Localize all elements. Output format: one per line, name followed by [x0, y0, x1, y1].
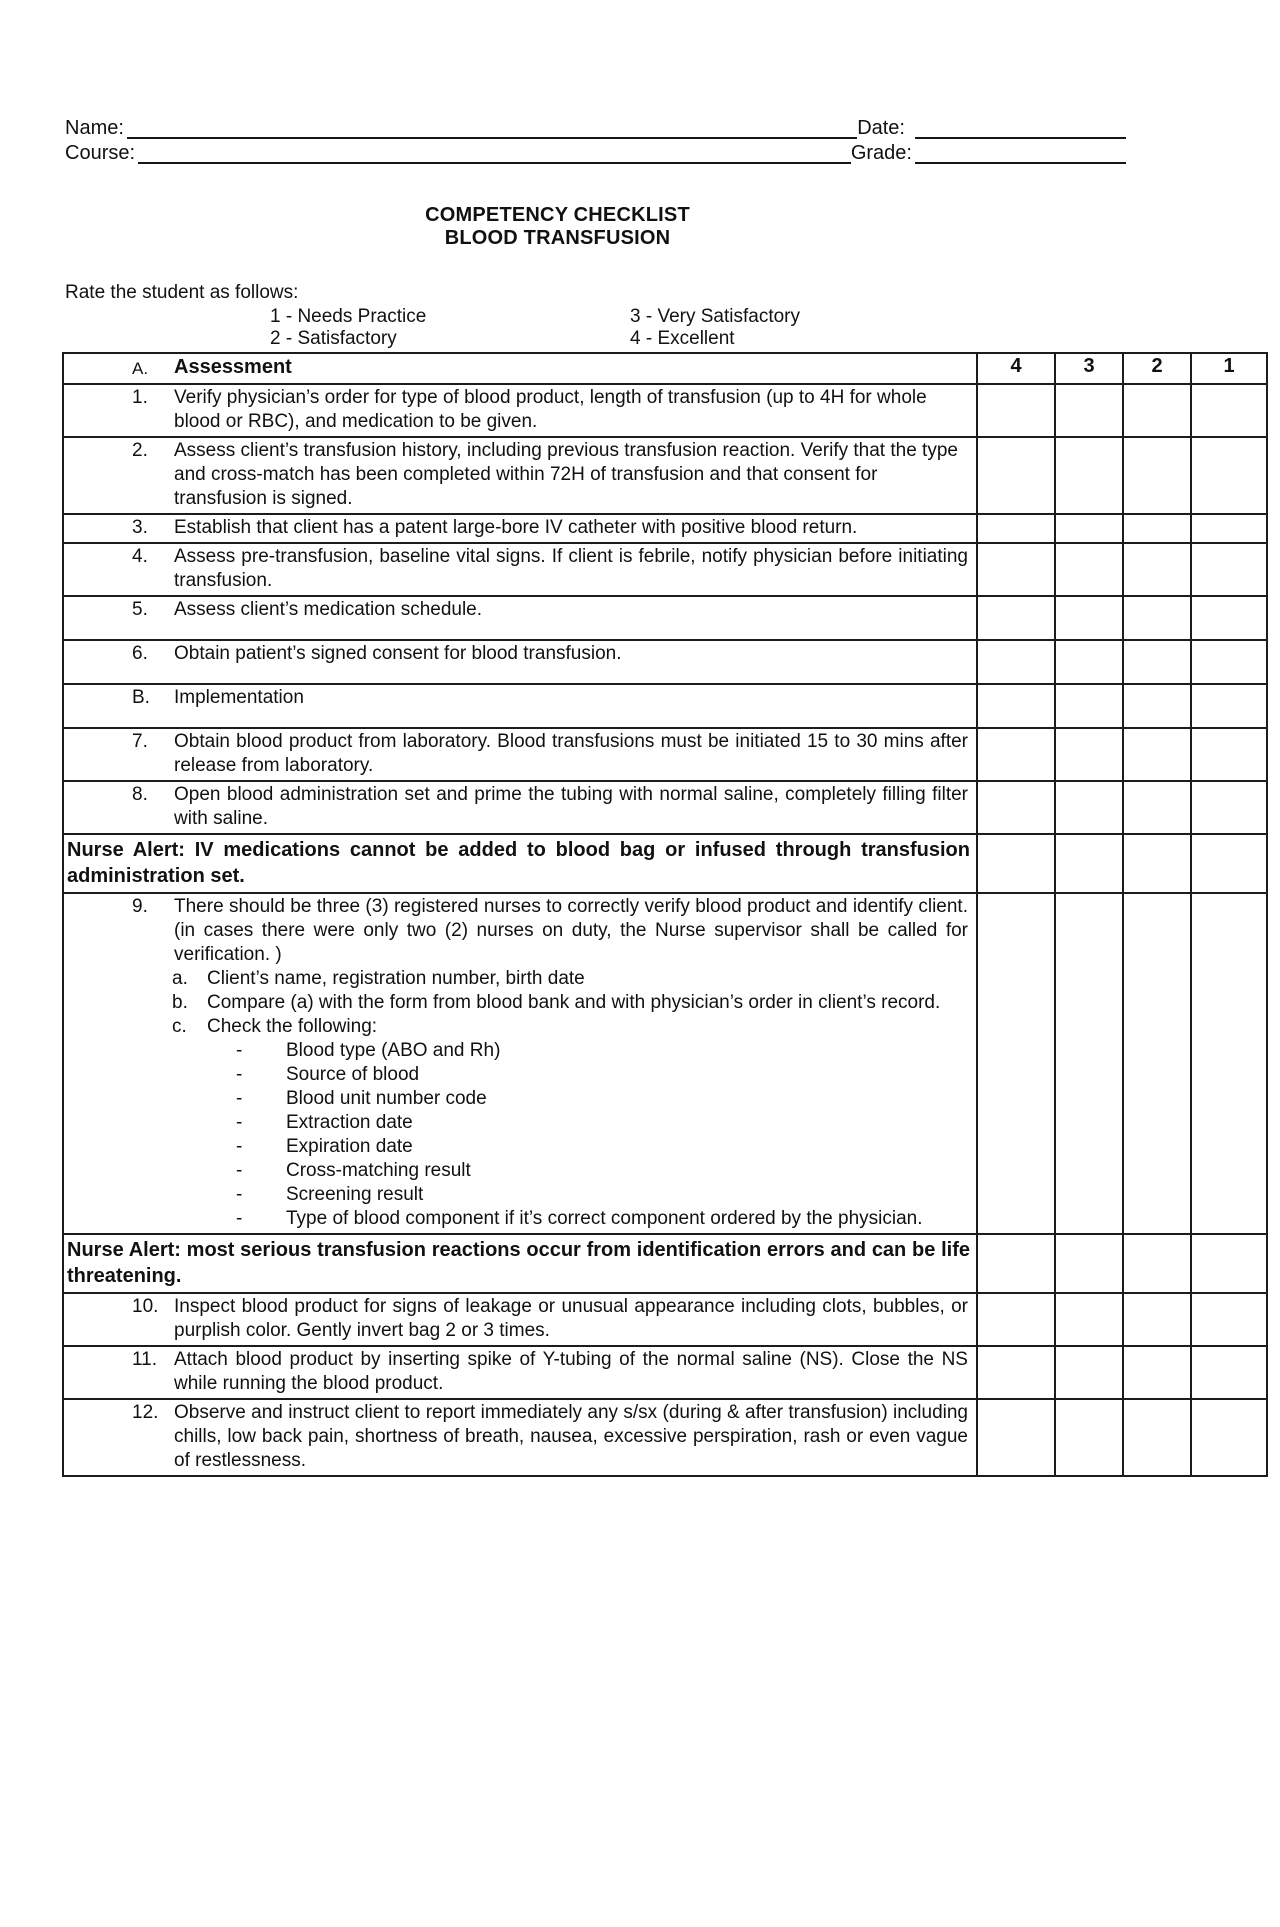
checklist-item-block [64, 598, 976, 622]
row-description-cell [63, 543, 977, 596]
item-marker: - [236, 1040, 243, 1061]
title-line-1: COMPETENCY CHECKLIST [425, 204, 690, 226]
checklist-item-block [64, 730, 976, 778]
score-cell-1[interactable] [1191, 1293, 1267, 1346]
item-text: Extraction date [286, 1112, 413, 1133]
checklist-item-block [64, 1183, 976, 1207]
score-cell-1[interactable] [1191, 596, 1267, 640]
score-cell-4[interactable]: 4 [977, 353, 1055, 384]
score-cell-2[interactable] [1123, 781, 1191, 834]
score-cell-3[interactable] [1055, 1293, 1123, 1346]
score-cell-2[interactable] [1123, 1234, 1191, 1293]
score-cell-3[interactable] [1055, 514, 1123, 543]
score-cell-4[interactable] [977, 1346, 1055, 1399]
score-cell-1[interactable] [1191, 543, 1267, 596]
grade-label: Grade: [850, 142, 912, 164]
score-cell-1[interactable] [1191, 1399, 1267, 1476]
score-cell-1[interactable] [1191, 728, 1267, 781]
checklist-row [63, 684, 1267, 728]
score-cell-2[interactable] [1123, 1346, 1191, 1399]
score-cell-3[interactable] [1055, 1346, 1123, 1399]
item-marker: A. [132, 359, 149, 378]
document-page [0, 116, 1280, 1927]
score-cell-2[interactable] [1123, 437, 1191, 514]
checklist-table-body [63, 353, 1267, 1476]
name-input-line[interactable] [127, 117, 857, 139]
row-description-cell [63, 1399, 977, 1476]
score-cell-2[interactable] [1123, 543, 1191, 596]
item-text: Obtain blood product from laboratory. Blood transfusions must be initiated 15 to 30 mins after release from laboratory. [174, 731, 968, 776]
item-marker: 6. [132, 643, 148, 664]
row-description-cell [63, 781, 977, 834]
item-text: Nurse Alert: most serious transfusion reactions occur from identification errors and can be life threatening. [67, 1239, 970, 1287]
score-cell-3[interactable] [1055, 728, 1123, 781]
score-cell-1[interactable] [1191, 437, 1267, 514]
item-text: Blood unit number code [286, 1088, 487, 1109]
checklist-row [63, 543, 1267, 596]
checklist-item-block [64, 1015, 976, 1039]
row-description-cell [63, 437, 977, 514]
item-marker: - [236, 1064, 243, 1085]
score-cell-3[interactable] [1055, 893, 1123, 1234]
score-cell-1[interactable] [1191, 640, 1267, 684]
checklist-item-block [64, 1401, 976, 1473]
checklist-row [63, 834, 1267, 893]
checklist-item-block [64, 1063, 976, 1087]
score-cell-4[interactable] [977, 728, 1055, 781]
checklist-row [63, 384, 1267, 437]
score-cell-4[interactable] [977, 893, 1055, 1234]
item-marker: c. [172, 1016, 187, 1037]
item-text: Assessment [174, 356, 292, 378]
score-cell-1[interactable]: 1 [1191, 353, 1267, 384]
item-text: Open blood administration set and prime the tubing with normal saline, completely filling filter with saline. [174, 784, 968, 829]
item-text: Implementation [174, 687, 304, 708]
checklist-row [63, 1293, 1267, 1346]
row-description-cell [63, 684, 977, 728]
score-cell-4[interactable] [977, 1293, 1055, 1346]
item-marker: 9. [132, 896, 148, 917]
item-text: Verify physician’s order for type of blood product, length of transfusion (up to 4H for whole blood or RBC), and medication to be given. [174, 387, 927, 432]
checklist-row [63, 893, 1267, 1234]
item-text: Inspect blood product for signs of leakage or unusual appearance including clots, bubbles, or purplish color. Gently invert bag 2 or 3 times. [174, 1296, 968, 1341]
course-grade-row [65, 141, 1126, 166]
nurse-alert-block [64, 837, 976, 889]
score-cell-4[interactable] [977, 640, 1055, 684]
checklist-row [63, 353, 1267, 384]
item-text: Obtain patient’s signed consent for blood transfusion. [174, 643, 622, 664]
rating-scale-1: 1 - Needs Practice [270, 306, 427, 327]
rating-scale [270, 306, 890, 350]
score-cell-3[interactable] [1055, 384, 1123, 437]
score-cell-1[interactable] [1191, 781, 1267, 834]
item-marker: 12. [132, 1402, 159, 1423]
checklist-item-block [64, 642, 976, 666]
score-cell-4[interactable] [977, 1399, 1055, 1476]
item-text: Check the following: [207, 1016, 378, 1037]
score-cell-4[interactable] [977, 781, 1055, 834]
item-text: Blood type (ABO and Rh) [286, 1040, 501, 1061]
item-marker: b. [172, 992, 188, 1013]
checklist-item-block [64, 386, 976, 434]
score-cell-4[interactable] [977, 384, 1055, 437]
score-cell-1[interactable] [1191, 834, 1267, 893]
competency-checklist-table [62, 352, 1268, 1477]
score-cell-4[interactable] [977, 596, 1055, 640]
score-cell-2[interactable] [1123, 684, 1191, 728]
course-label: Course: [65, 142, 136, 164]
item-marker: 1. [132, 387, 148, 408]
score-cell-1[interactable] [1191, 1346, 1267, 1399]
item-marker: - [236, 1088, 243, 1109]
checklist-row [63, 514, 1267, 543]
score-cell-4[interactable] [977, 834, 1055, 893]
checklist-row [63, 1399, 1267, 1476]
item-text: Assess client’s medication schedule. [174, 599, 483, 620]
item-text: Client’s name, registration number, birth date [207, 968, 585, 989]
item-marker: - [236, 1112, 243, 1133]
item-marker: a. [172, 968, 188, 989]
checklist-item-block [64, 545, 976, 593]
checklist-row [63, 781, 1267, 834]
checklist-row [63, 640, 1267, 684]
row-description-cell [63, 1293, 977, 1346]
item-marker: - [236, 1208, 243, 1229]
item-text: Cross-matching result [286, 1160, 471, 1181]
checklist-item-block [64, 991, 976, 1015]
checklist-item-block [64, 516, 976, 540]
checklist-row [63, 596, 1267, 640]
score-cell-2[interactable] [1123, 728, 1191, 781]
rating-intro: Rate the student as follows: [65, 282, 299, 303]
item-marker: 10. [132, 1296, 159, 1317]
item-marker: B. [132, 687, 150, 708]
score-cell-3[interactable] [1055, 684, 1123, 728]
score-cell-2[interactable] [1123, 1399, 1191, 1476]
checklist-row [63, 437, 1267, 514]
score-cell-3[interactable]: 3 [1055, 353, 1123, 384]
score-cell-2[interactable] [1123, 893, 1191, 1234]
rating-scale-3: 3 - Very Satisfactory [630, 306, 801, 327]
score-cell-1[interactable] [1191, 514, 1267, 543]
checklist-item-block [64, 439, 976, 511]
score-cell-3[interactable] [1055, 781, 1123, 834]
score-cell-2[interactable] [1123, 834, 1191, 893]
item-marker: - [236, 1160, 243, 1181]
row-description-cell [63, 384, 977, 437]
row-description-cell [63, 893, 977, 1234]
score-cell-3[interactable] [1055, 1399, 1123, 1476]
item-text: Expiration date [286, 1136, 413, 1157]
item-marker: - [236, 1184, 243, 1205]
row-description-cell [63, 640, 977, 684]
item-marker: 7. [132, 731, 148, 752]
item-text: Attach blood product by inserting spike of Y-tubing of the normal saline (NS). Close the NS while running the blood product. [174, 1349, 968, 1394]
grade-input-line[interactable] [915, 142, 1126, 164]
checklist-item-block [64, 1135, 976, 1159]
score-cell-3[interactable] [1055, 437, 1123, 514]
score-cell-2[interactable] [1123, 384, 1191, 437]
item-text: Type of blood component if it’s correct component ordered by the physician. [286, 1208, 923, 1229]
score-cell-4[interactable] [977, 1234, 1055, 1293]
score-cell-3[interactable] [1055, 834, 1123, 893]
item-marker: 4. [132, 546, 148, 567]
item-text: Source of blood [286, 1064, 420, 1085]
checklist-item-block [64, 686, 976, 710]
checklist-item-block [64, 783, 976, 831]
score-cell-3[interactable] [1055, 640, 1123, 684]
score-cell-3[interactable] [1055, 1234, 1123, 1293]
row-description-cell [63, 514, 977, 543]
nurse-alert-block [64, 1237, 976, 1289]
date-label: Date: [857, 117, 905, 139]
row-description-cell [63, 1234, 977, 1293]
rating-scale-4: 4 - Excellent [630, 328, 735, 349]
checklist-item-block [64, 1295, 976, 1343]
item-text: Nurse Alert: IV medications cannot be added to blood bag or infused through transfusion administration set. [67, 839, 970, 887]
date-input-line[interactable] [915, 117, 1126, 139]
item-text: Screening result [286, 1184, 424, 1205]
score-cell-2[interactable] [1123, 640, 1191, 684]
item-text: Establish that client has a patent large-bore IV catheter with positive blood return. [174, 517, 858, 538]
item-marker: - [236, 1136, 243, 1157]
row-description-cell [63, 834, 977, 893]
score-cell-4[interactable] [977, 514, 1055, 543]
rating-scale-2: 2 - Satisfactory [270, 328, 397, 349]
item-text: Compare (a) with the form from blood bank and with physician’s order in client’s record. [207, 992, 941, 1013]
score-cell-4[interactable] [977, 543, 1055, 596]
score-cell-1[interactable] [1191, 893, 1267, 1234]
item-text: Observe and instruct client to report immediately any s/sx (during & after transfusion) including chills, low back pain, shortness of breath, nausea, excessive perspiration, rash or even vague of restlessness. [174, 1402, 968, 1471]
score-cell-2[interactable]: 2 [1123, 353, 1191, 384]
score-cell-3[interactable] [1055, 543, 1123, 596]
checklist-row [63, 1346, 1267, 1399]
item-marker: 3. [132, 517, 148, 538]
title-line-2: BLOOD TRANSFUSION [444, 227, 671, 249]
item-text: Assess pre-transfusion, baseline vital signs. If client is febrile, notify physician before initiating transfusion. [174, 546, 968, 591]
score-cell-1[interactable] [1191, 384, 1267, 437]
checklist-item-block [64, 1159, 976, 1183]
score-cell-3[interactable] [1055, 596, 1123, 640]
checklist-item-block [64, 895, 976, 967]
checklist-item-block [64, 355, 976, 381]
score-cell-2[interactable] [1123, 1293, 1191, 1346]
course-input-line[interactable] [138, 142, 851, 164]
score-cell-4[interactable] [977, 684, 1055, 728]
row-description-cell [63, 1346, 977, 1399]
item-marker: 2. [132, 440, 148, 461]
score-cell-2[interactable] [1123, 514, 1191, 543]
row-description-cell [63, 728, 977, 781]
item-text: There should be three (3) registered nurses to correctly verify blood product and identify client. (in cases there were only two (2) nurses on duty, the Nurse supervisor shall be called for verification. ) [174, 896, 968, 965]
score-cell-1[interactable] [1191, 1234, 1267, 1293]
item-marker: 5. [132, 599, 148, 620]
name-label: Name: [65, 117, 124, 139]
checklist-item-block [64, 1207, 976, 1231]
checklist-item-block [64, 1348, 976, 1396]
score-cell-4[interactable] [977, 437, 1055, 514]
row-description-cell [63, 353, 977, 384]
form-fields [65, 116, 1126, 166]
checklist-item-block [64, 1111, 976, 1135]
score-cell-1[interactable] [1191, 684, 1267, 728]
checklist-item-block [64, 967, 976, 991]
item-text: Assess client’s transfusion history, including previous transfusion reaction. Verify that the type and cross-match has been completed within 72H of transfusion and that consent for transfusion is signed. [174, 440, 958, 509]
name-date-row [65, 116, 1126, 141]
checklist-row [63, 728, 1267, 781]
checklist-item-block [64, 1039, 976, 1063]
item-marker: 8. [132, 784, 148, 805]
checklist-row [63, 1234, 1267, 1293]
document-title [65, 204, 1050, 250]
item-marker: 11. [132, 1349, 158, 1370]
checklist-item-block [64, 1087, 976, 1111]
row-description-cell [63, 596, 977, 640]
score-cell-2[interactable] [1123, 596, 1191, 640]
